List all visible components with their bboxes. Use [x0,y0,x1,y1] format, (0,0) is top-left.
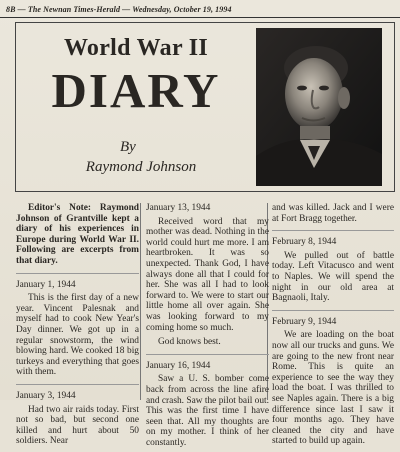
title-line1: World War II [63,35,209,61]
entry-divider [272,310,394,311]
entry-date: January 3, 1944 [16,390,76,401]
entry-date: January 13, 1944 [146,203,211,213]
byline-by: By [120,139,136,155]
column-1 [16,203,139,451]
entry-text: We pulled out of battle today. Left Vitacusco and went to Naples. We will spend the night in our old area at Bagnaoli, Italy. [272,250,394,304]
column-rule-1 [140,203,141,400]
entry-text: This is the first day of a new year. Vincent Palesnak and myself had to cook New Year's Day dinner. We got up in a regular snowstorm, the wind blowing hard. We cooked 18 big turkeys and everything that goes with them. [16,293,139,378]
column-3 [272,203,394,451]
entry-date: January 16, 1944 [146,360,211,371]
running-head: 8B — The Newnan Times-Herald — Wednesday, October 19, 1994 [6,5,232,14]
header-rule [0,17,400,18]
entry-signoff: God knows best. [158,337,221,348]
entry-date: February 8, 1944 [272,237,337,248]
portrait-photo [256,28,382,186]
entry-text: We are loading on the boat now all our trucks and guns. We are going to the new front near Rome. This is quite an experience to see the way they load the boat. I was thrilled to see Naples again. There is a big difference since last I saw it four months ago. They have cleaned the city and have started to build up again. [272,330,394,447]
title-line2: DIARY [51,63,221,118]
portrait-image [256,28,382,186]
entry-date: February 9, 1944 [272,316,337,327]
entry-text: and was killed. Jack and I were at Fort Bragg together. [272,203,394,224]
byline-author: Raymond Johnson [85,159,197,175]
column-2 [146,203,269,452]
entry-divider [16,273,139,274]
entry-text: Received word that my mother was dead. Nothing in the world could hurt me more. I am heartbroken. It was so unexpected. Thank God, I have always done all that I could for her. She was all I had to look forward to. We were to start our little home all over again. She was looking forward to my coming home so much. [146,216,269,333]
editors-note: Editor's Note: Raymond Johnson of Grantville kept a diary of his experiences in Europe during World War II. Following are excerpts from that diary. [16,203,139,266]
entry-date: January 1, 1944 [16,279,76,290]
entry-divider [272,230,394,231]
entry-text: Had two air raids today. First not so bad, but second one killed and hurt about 50 soldiers. Near [16,404,139,447]
entry-divider [16,384,139,385]
entry-text: Saw a U. S. bomber come back from across the line afire and crash. Saw the pilot bail out. This was the first time I have seen that. All my thoughts are on my mother. I think of her constantly. [146,374,269,448]
entry-divider [146,354,269,355]
